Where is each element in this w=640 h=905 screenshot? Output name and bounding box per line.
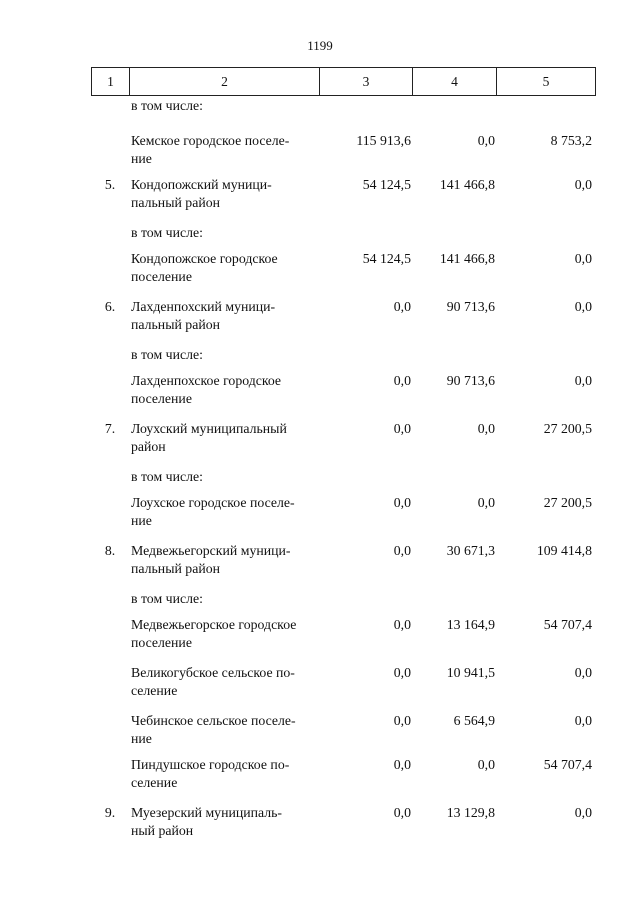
row-name-line: в том числе:: [131, 347, 203, 362]
row-number: 8.: [104, 543, 116, 558]
table-row: [91, 420, 596, 468]
row-name-line: Кондопожское городское: [131, 251, 278, 266]
cell-value-3: 0,0: [393, 299, 411, 314]
row-name-line: пальный район: [131, 561, 220, 576]
cell-value-5: 0,0: [574, 805, 592, 820]
row-name-line: поселение: [131, 391, 192, 406]
table-row: [91, 756, 596, 804]
row-name-line: ние: [131, 151, 152, 166]
column-header-row: [92, 68, 596, 96]
table-row: [91, 132, 596, 176]
column-header-table: [91, 67, 596, 96]
column-header-3: 3: [320, 68, 413, 96]
cell-value-3: 0,0: [393, 665, 411, 680]
row-name: [129, 224, 321, 242]
row-name: [129, 756, 321, 792]
cell-value-4: 0,0: [477, 421, 495, 436]
cell-value-4: 141 466,8: [439, 251, 495, 266]
cell-value-4: 10 941,5: [446, 665, 495, 680]
row-name: [129, 97, 321, 115]
row-number: 5.: [104, 177, 116, 192]
cell-value-5: 27 200,5: [543, 495, 592, 510]
row-name: [129, 712, 321, 748]
row-name: [129, 132, 321, 168]
row-name-line: Лахденпохское городское: [131, 373, 282, 388]
row-name: [129, 250, 321, 286]
page-number: 1199: [307, 38, 333, 53]
row-name: [129, 494, 321, 530]
table-row: [91, 372, 596, 420]
table-row: [91, 664, 596, 712]
table-row: [91, 346, 596, 372]
row-name: [129, 590, 321, 608]
row-name-line: селение: [131, 775, 178, 790]
table-row: [91, 468, 596, 494]
row-name-line: Лоухский муниципальный: [131, 421, 287, 436]
cell-value-5: 54 707,4: [543, 617, 592, 632]
row-name-line: Муезерский муниципаль-: [131, 805, 283, 820]
column-header-5: 5: [497, 68, 596, 96]
table-row: [91, 590, 596, 616]
cell-value-5: 0,0: [574, 299, 592, 314]
cell-value-3: 0,0: [393, 805, 411, 820]
row-name-line: Кемское городское поселе-: [131, 133, 290, 148]
cell-value-4: 90 713,6: [446, 299, 495, 314]
cell-value-5: 0,0: [574, 665, 592, 680]
table-row: [91, 712, 596, 756]
cell-value-4: 141 466,8: [439, 177, 495, 192]
column-header-2: 2: [130, 68, 320, 96]
cell-value-4: 0,0: [477, 495, 495, 510]
row-name-line: Медвежьегорское городское: [131, 617, 297, 632]
row-name-line: поселение: [131, 269, 192, 284]
cell-value-3: 115 913,6: [356, 133, 411, 148]
cell-value-3: 54 124,5: [362, 177, 411, 192]
row-name-line: район: [131, 439, 166, 454]
cell-value-4: 30 671,3: [446, 543, 495, 558]
row-name: [129, 468, 321, 486]
table-row: [91, 250, 596, 298]
row-name-line: поселение: [131, 635, 192, 650]
cell-value-5: 27 200,5: [543, 421, 592, 436]
column-header-1: 1: [92, 68, 130, 96]
row-name-line: Пиндушское городское по-: [131, 757, 290, 772]
row-name: [129, 372, 321, 408]
table-body: [91, 97, 596, 852]
row-name-line: пальный район: [131, 195, 220, 210]
cell-value-3: 0,0: [393, 495, 411, 510]
row-name: [129, 298, 321, 334]
cell-value-5: 54 707,4: [543, 757, 592, 772]
row-name: [129, 420, 321, 456]
cell-value-3: 0,0: [393, 543, 411, 558]
cell-value-4: 0,0: [477, 757, 495, 772]
table-row: [91, 224, 596, 250]
row-number: 9.: [104, 805, 116, 820]
table-row: [91, 176, 596, 224]
cell-value-5: 0,0: [574, 251, 592, 266]
row-name-line: в том числе:: [131, 225, 203, 240]
cell-value-5: 0,0: [574, 177, 592, 192]
row-name-line: в том числе:: [131, 591, 203, 606]
row-name: [129, 664, 321, 700]
cell-value-3: 0,0: [393, 713, 411, 728]
table-row: [91, 804, 596, 852]
row-name-line: Лоухское городское поселе-: [131, 495, 295, 510]
row-name-line: в том числе:: [131, 98, 203, 113]
cell-value-5: 0,0: [574, 713, 592, 728]
cell-value-4: 13 129,8: [446, 805, 495, 820]
row-name: [129, 176, 321, 212]
column-header-4: 4: [413, 68, 497, 96]
cell-value-3: 0,0: [393, 421, 411, 436]
cell-value-4: 13 164,9: [446, 617, 495, 632]
cell-value-3: 54 124,5: [362, 251, 411, 266]
row-name-line: ние: [131, 513, 152, 528]
cell-value-3: 0,0: [393, 757, 411, 772]
cell-value-3: 0,0: [393, 617, 411, 632]
table-row: [91, 97, 596, 132]
row-name-line: Великогубское сельское по-: [131, 665, 295, 680]
table-row: [91, 616, 596, 664]
row-number: 7.: [104, 421, 116, 436]
cell-value-4: 0,0: [477, 133, 495, 148]
row-name: [129, 804, 321, 840]
row-name: [129, 542, 321, 578]
row-name-line: ный район: [131, 823, 194, 838]
cell-value-5: 8 753,2: [550, 133, 592, 148]
row-name-line: в том числе:: [131, 469, 203, 484]
row-name-line: Лахденпохский муници-: [131, 299, 276, 314]
row-name-line: селение: [131, 683, 178, 698]
cell-value-5: 109 414,8: [536, 543, 592, 558]
row-name-line: ние: [131, 731, 152, 746]
table-row: [91, 494, 596, 542]
cell-value-4: 6 564,9: [453, 713, 495, 728]
row-name: [129, 616, 321, 652]
table-row: [91, 298, 596, 346]
cell-value-3: 0,0: [393, 373, 411, 388]
row-name-line: Медвежьегорский муници-: [131, 543, 291, 558]
cell-value-4: 90 713,6: [446, 373, 495, 388]
row-name-line: Чебинское сельское поселе-: [131, 713, 296, 728]
row-name: [129, 346, 321, 364]
cell-value-5: 0,0: [574, 373, 592, 388]
row-number: 6.: [104, 299, 116, 314]
row-name-line: Кондопожский муници-: [131, 177, 272, 192]
table-row: [91, 542, 596, 590]
row-name-line: пальный район: [131, 317, 220, 332]
